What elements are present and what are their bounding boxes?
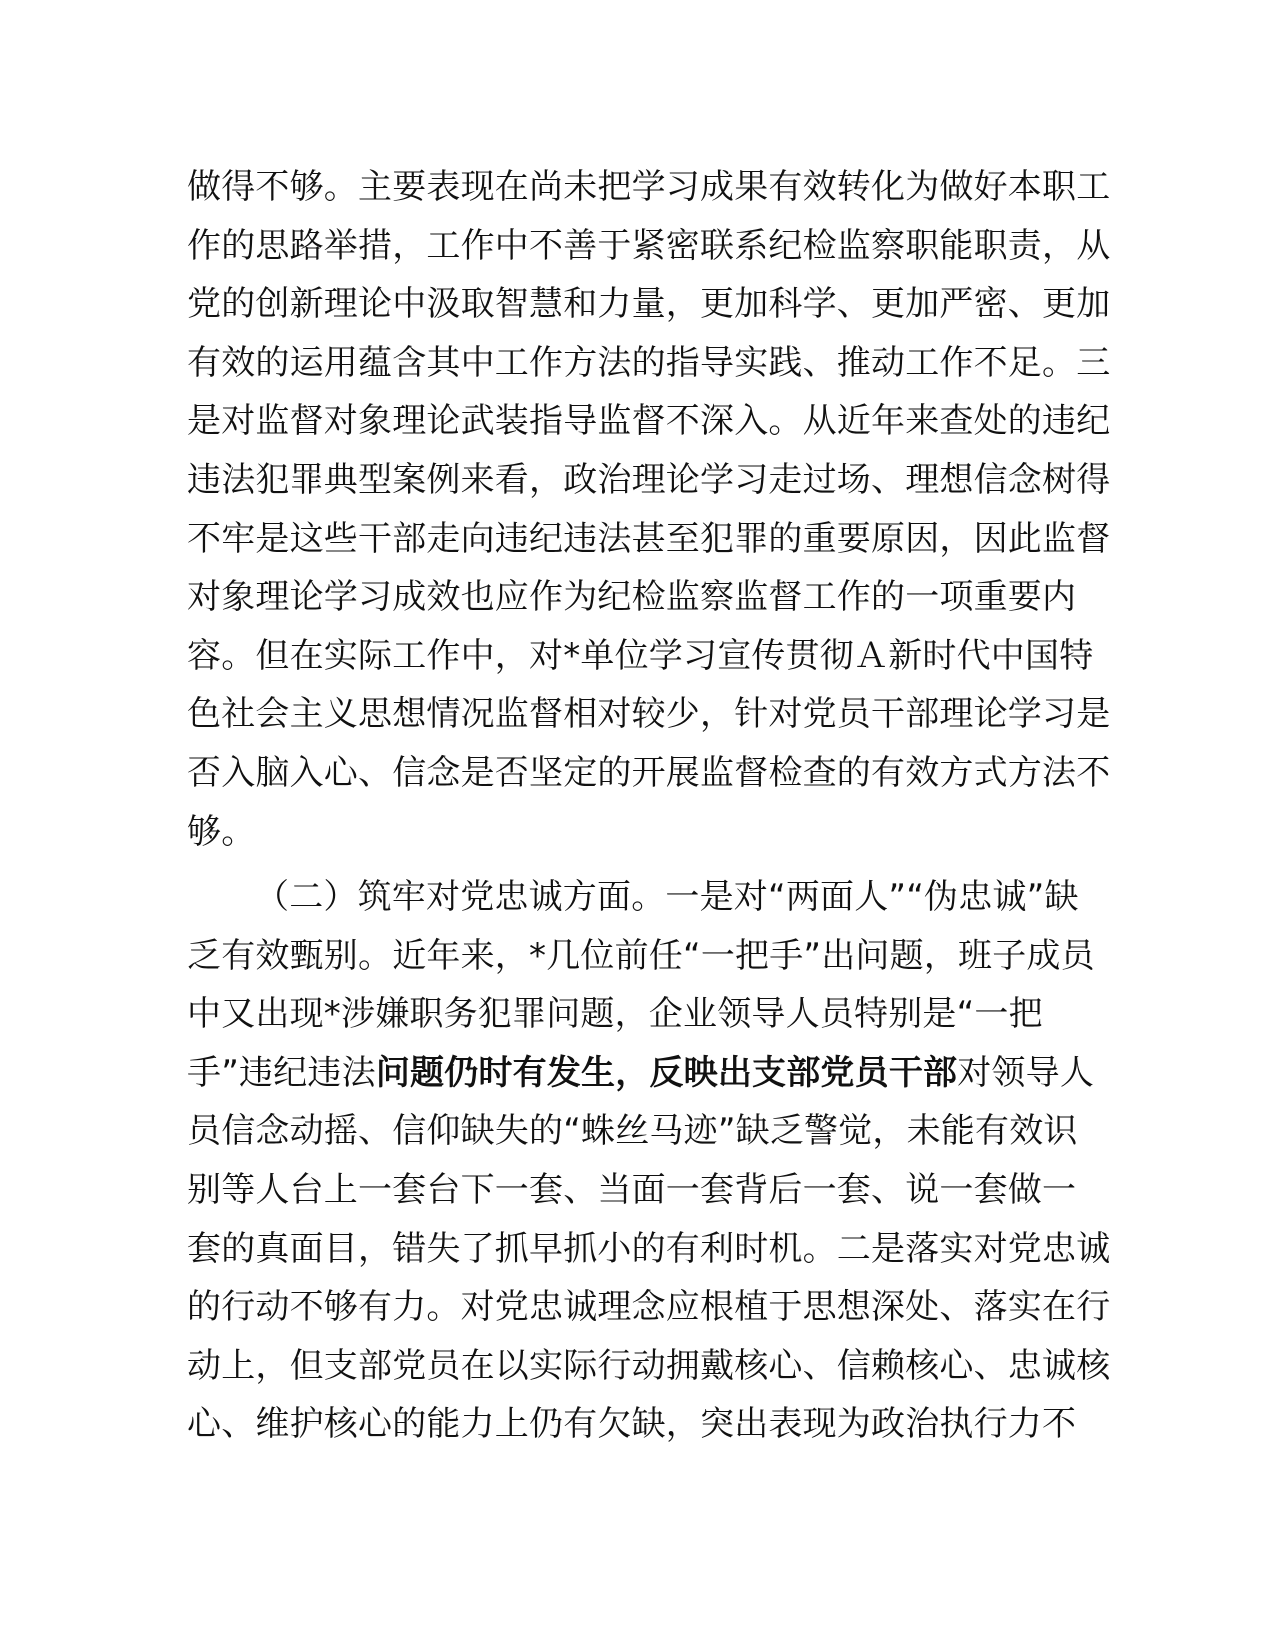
text-line: 违法犯罪典型案例来看，政治理论学习走过场、理想信念树得 xyxy=(187,459,1111,500)
paragraph-party-loyalty xyxy=(187,868,1111,1454)
text-span: 对领导人 xyxy=(957,1052,1095,1093)
text-line: 员信念动摇、信仰缺失的“蛛丝马迹”缺乏警觉，未能有效识 xyxy=(187,1111,1078,1152)
text-line: 党的创新理论中汲取智慧和力量，更加科学、更加严密、更加 xyxy=(187,284,1111,325)
text-line: 是对监督对象理论武装指导监督不深入。从近年来查处的违纪 xyxy=(187,401,1111,442)
text-line: 色社会主义思想情况监督相对较少，针对党员干部理论学习是 xyxy=(187,694,1111,735)
text-line: 动上，但支部党员在以实际行动拥戴核心、信赖核心、忠诚核 xyxy=(187,1345,1111,1386)
text-line: 不牢是这些干部走向违纪违法甚至犯罪的重要原因，因此监督 xyxy=(187,518,1111,559)
text-line: 做得不够。主要表现在尚未把学习成果有效转化为做好本职工 xyxy=(187,167,1111,207)
text-span: 手”违纪违法 xyxy=(187,1052,376,1093)
text-line: 有效的运用蕴含其中工作方法的指导实践、推动工作不足。三 xyxy=(187,342,1111,383)
text-line: 中又出现*涉嫌职务犯罪问题，企业领导人员特别是“一把 xyxy=(187,994,1043,1035)
text-line: 否入脑入心、信念是否坚定的开展监督检查的有效方式方法不 xyxy=(187,752,1111,793)
text-line: 够。 xyxy=(187,811,256,852)
text-line: 的行动不够有力。对党忠诚理念应根植于思想深处、落实在行 xyxy=(187,1287,1111,1328)
text-line: 别等人台上一套台下一套、当面一套背后一套、说一套做一 xyxy=(187,1169,1077,1210)
section-heading-line: （二）筑牢对党忠诚方面。一是对“两面人”“伪忠诚”缺 xyxy=(255,877,1079,917)
text-line: 乏有效甄别。近年来，*几位前任“一把手”出问题，班子成员 xyxy=(187,935,1095,976)
text-line: 套的真面目，错失了抓早抓小的有利时机。二是落实对党忠诚 xyxy=(187,1228,1111,1269)
text-line-mixed xyxy=(187,1044,1095,1103)
text-line: 容。但在实际工作中，对*单位学习宣传贯彻Ａ新时代中国特 xyxy=(187,635,1094,676)
paragraph-theory-study xyxy=(187,158,1111,861)
bold-text-span: 问题仍时有发生，反映出支部党员干部 xyxy=(375,1052,958,1093)
text-line: 对象理论学习成效也应作为纪检监察监督工作的一项重要内 xyxy=(187,577,1077,618)
text-line: 作的思路举措，工作中不善于紧密联系纪检监察职能职责，从 xyxy=(187,225,1111,266)
text-line: 心、维护核心的能力上仍有欠缺，突出表现为政治执行力不 xyxy=(187,1404,1077,1445)
